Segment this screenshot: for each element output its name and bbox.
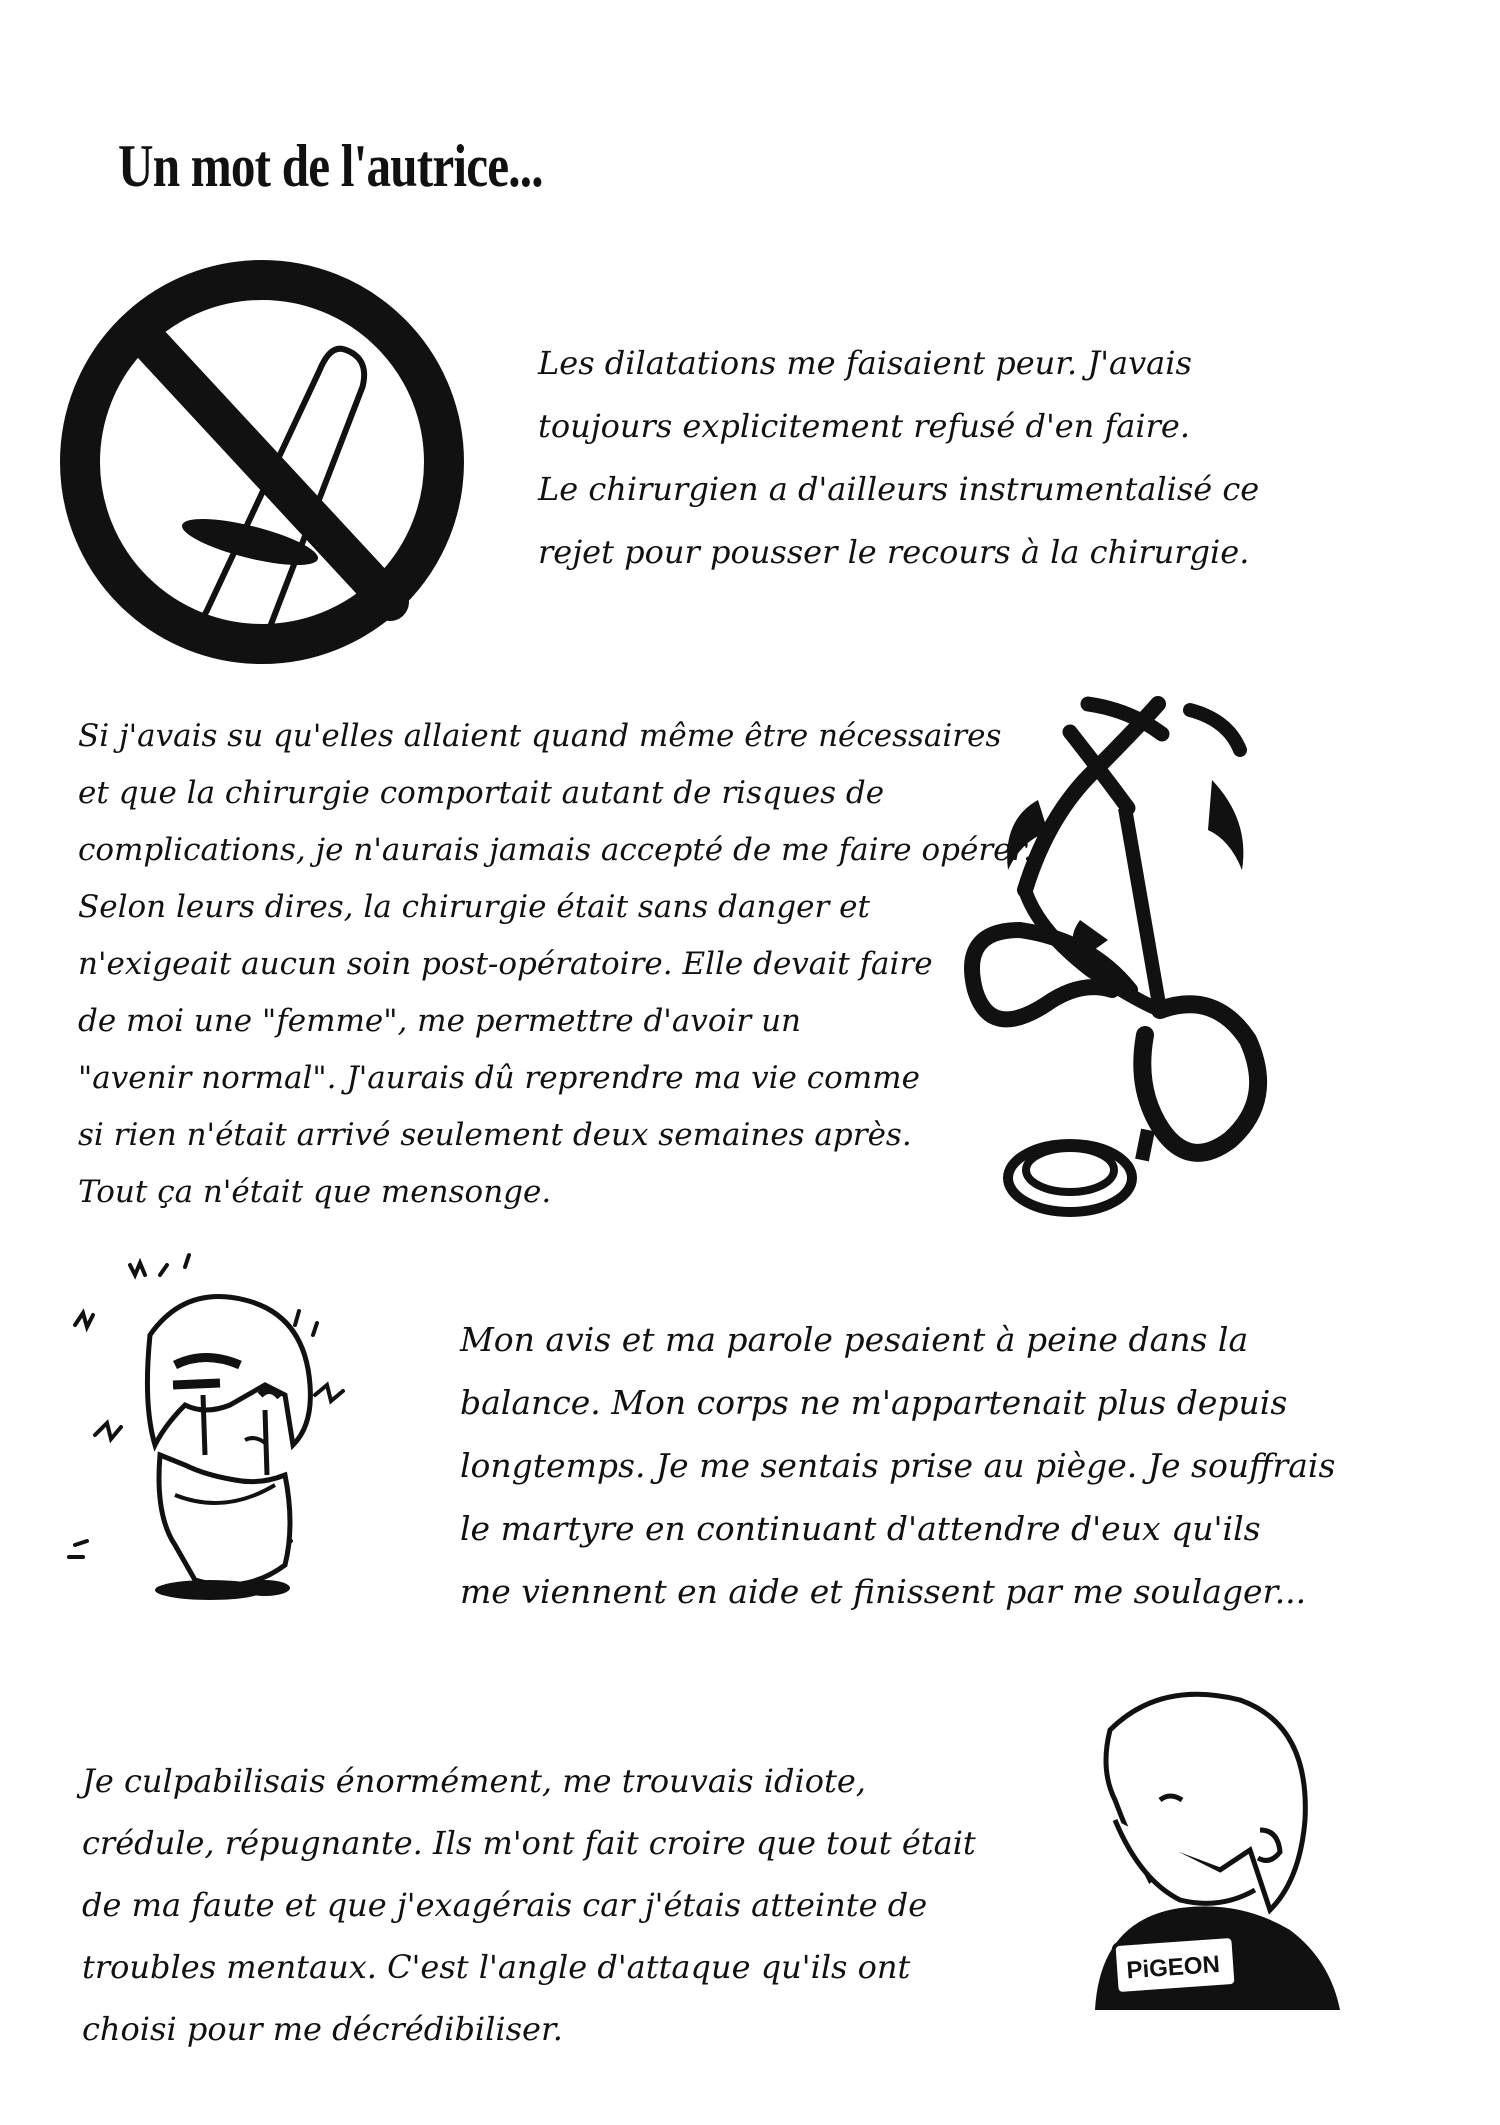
paragraph-line: Le chirurgien a d'ailleurs instrumentalisé ce — [538, 470, 1260, 508]
paragraph-line: Mon avis et ma parole pesaient à peine dans la — [460, 1320, 1249, 1359]
paragraph-culpabilite — [82, 1750, 976, 2060]
page-title: Un mot de l'autrice... — [118, 133, 543, 199]
paragraph-line: choisi pour me décrédibiliser. — [82, 2010, 563, 2048]
paragraph-chirurgie — [78, 708, 1033, 1221]
paragraph-line: si rien n'était arrivé seulement deux semaines après. — [78, 1117, 912, 1153]
paragraph-line: et que la chirurgie comportait autant de risques de — [78, 775, 885, 811]
crouching-crying-character — [55, 1245, 445, 1645]
paragraph-dilatations — [538, 332, 1259, 584]
paragraph-line: me viennent en aide et finissent par me soulager... — [460, 1572, 1307, 1611]
paragraph-line: Selon leurs dires, la chirurgie était sans danger et — [78, 889, 870, 925]
paragraph-line: le martyre en continuant d'attendre d'eux qu'ils — [460, 1509, 1261, 1548]
paragraph-line: crédule, répugnante. Ils m'ont fait croire que tout était — [82, 1824, 976, 1862]
name-tag-label: PiGEON — [1125, 1950, 1221, 1985]
paragraph-line: Tout ça n'était que mensonge. — [78, 1174, 552, 1210]
paragraph-line: longtemps. Je me sentais prise au piège. Je souffrais — [460, 1446, 1336, 1485]
paragraph-line: rejet pour pousser le recours à la chirurgie. — [538, 533, 1250, 571]
paragraph-line: Je culpabilisais énormément, me trouvais idiote, — [82, 1762, 866, 1800]
paragraph-line: balance. Mon corps ne m'appartenait plus depuis — [460, 1383, 1288, 1422]
paragraph-line: Si j'avais su qu'elles allaient quand même être nécessaires — [78, 718, 1002, 754]
prohibition-icon — [40, 240, 490, 680]
paragraph-line: toujours explicitement refusé d'en faire. — [538, 407, 1191, 445]
paragraph-line: Les dilatations me faisaient peur. J'avais — [538, 344, 1192, 382]
paragraph-line: de ma faute et que j'exagérais car j'étais atteinte de — [82, 1886, 928, 1924]
paragraph-line: "avenir normal". J'aurais dû reprendre ma vie comme — [78, 1060, 920, 1096]
author-portrait — [1070, 1680, 1360, 2010]
paragraph-line: n'exigeait aucun soin post-opératoire. Elle devait faire — [78, 946, 933, 982]
paragraph-line: complications, je n'aurais jamais accepté de me faire opérer. — [78, 832, 1033, 868]
paragraph-line: de moi une "femme", me permettre d'avoir un — [78, 1003, 802, 1039]
paragraph-line: troubles mentaux. C'est l'angle d'attaque qu'ils ont — [82, 1948, 911, 1986]
paragraph-avis — [460, 1308, 1335, 1623]
